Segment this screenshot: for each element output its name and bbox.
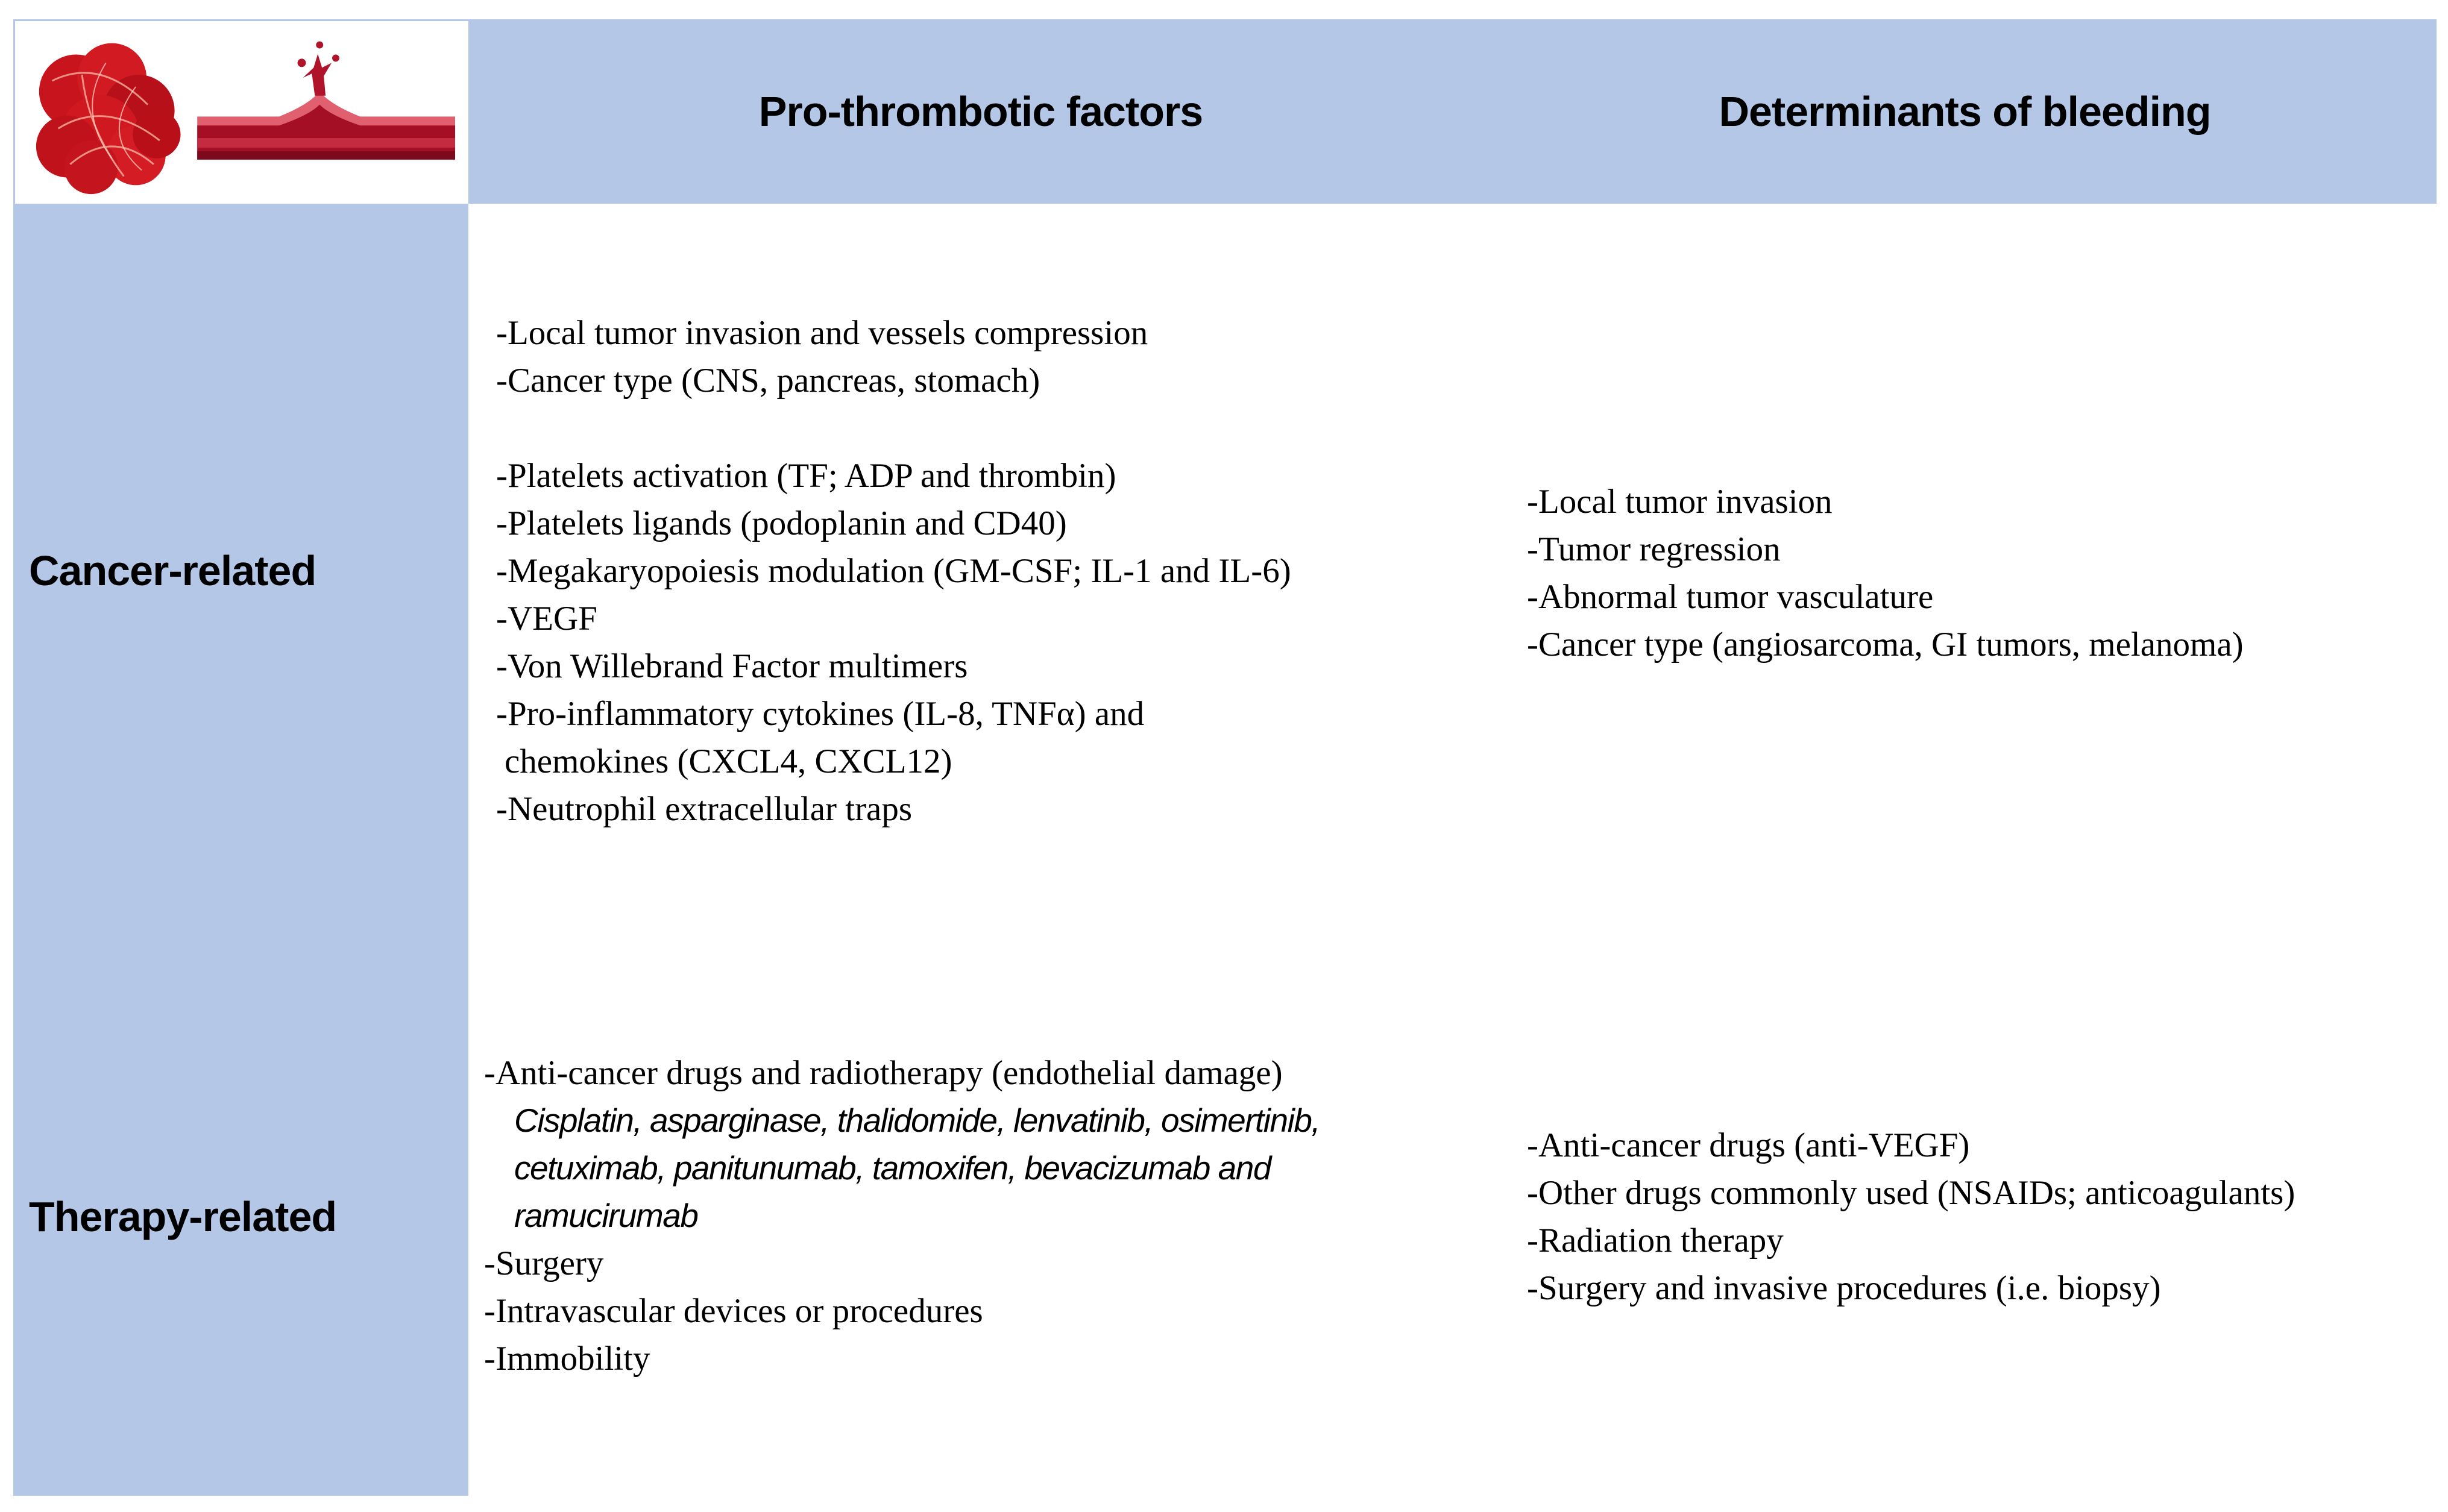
comparison-table — [13, 19, 2437, 1496]
cell-cancer-pro-thrombotic — [468, 204, 1493, 938]
list-item: -Cancer type (CNS, pancreas, stomach) — [496, 362, 1040, 400]
row-label-cancer — [13, 204, 468, 938]
bleeding-vessel-icon — [197, 42, 455, 160]
corner-illustration — [13, 19, 468, 204]
list-item: -Anti-cancer drugs and radiotherapy (endothelial damage) — [484, 1054, 1283, 1092]
cell-therapy-pro-thrombotic — [468, 938, 1493, 1496]
list-item: -Abnormal tumor vasculature — [1527, 578, 1934, 616]
row-title-therapy-related: Therapy-related — [29, 1193, 337, 1240]
list-item: -VEGF — [496, 600, 597, 638]
list-item: -Cancer type (angiosarcoma, GI tumors, melanoma) — [1527, 626, 2244, 663]
list-item: -Platelets activation (TF; ADP and thrombin) — [496, 457, 1116, 495]
column-title-bleeding: Determinants of bleeding — [1719, 88, 2211, 135]
list-item: -Megakaryopoiesis modulation (GM-CSF; IL-1 and IL-6) — [496, 552, 1291, 590]
list-item: -Local tumor invasion — [1527, 483, 1833, 521]
header-pro-thrombotic — [468, 19, 1493, 204]
illustration-svg — [15, 21, 468, 204]
list-item: -Radiation therapy — [1527, 1222, 1784, 1259]
list-item: -Immobility — [484, 1340, 650, 1378]
list-item: -Anti-cancer drugs (anti-VEGF) — [1527, 1126, 1970, 1164]
column-title-pro-thrombotic: Pro-thrombotic factors — [758, 88, 1203, 135]
list-item: -Pro-inflammatory cytokines (IL-8, TNFα) and — [496, 695, 1145, 733]
header-bleeding — [1493, 19, 2437, 204]
list-item: -Neutrophil extracellular traps — [496, 790, 913, 828]
list-spacer — [496, 404, 1291, 452]
list-item: -Local tumor invasion and vessels compression — [496, 314, 1148, 352]
list-item: -Surgery — [484, 1244, 604, 1282]
row-title-cancer-related: Cancer-related — [29, 547, 316, 594]
list-item: -Platelets ligands (podoplanin and CD40) — [496, 504, 1067, 542]
drug-list-line: ramucirumab — [514, 1197, 698, 1234]
drug-list-line: cetuximab, panitunumab, tamoxifen, bevacizumab and — [514, 1149, 1271, 1187]
cancer-pro-list — [496, 309, 1291, 833]
cancer-bleeding-list — [1527, 478, 2244, 668]
list-item: -Surgery and invasive procedures (i.e. biopsy) — [1527, 1269, 2161, 1307]
therapy-bleeding-list — [1527, 1121, 2295, 1312]
list-item: -Von Willebrand Factor multimers — [496, 647, 968, 685]
list-item: -Other drugs commonly used (NSAIDs; anticoagulants) — [1527, 1174, 2295, 1212]
list-item: -Intravascular devices or procedures — [484, 1292, 983, 1330]
row-label-therapy — [13, 938, 468, 1496]
blood-clot-icon — [36, 43, 181, 195]
drug-list-line: Cisplatin, asparginase, thalidomide, lenvatinib, osimertinib, — [514, 1102, 1320, 1139]
therapy-pro-list — [484, 1049, 1320, 1382]
list-item: chemokines (CXCL4, CXCL12) — [505, 742, 952, 780]
list-item: -Tumor regression — [1527, 530, 1781, 568]
cell-therapy-bleeding — [1493, 938, 2437, 1496]
cell-cancer-bleeding — [1493, 204, 2437, 938]
